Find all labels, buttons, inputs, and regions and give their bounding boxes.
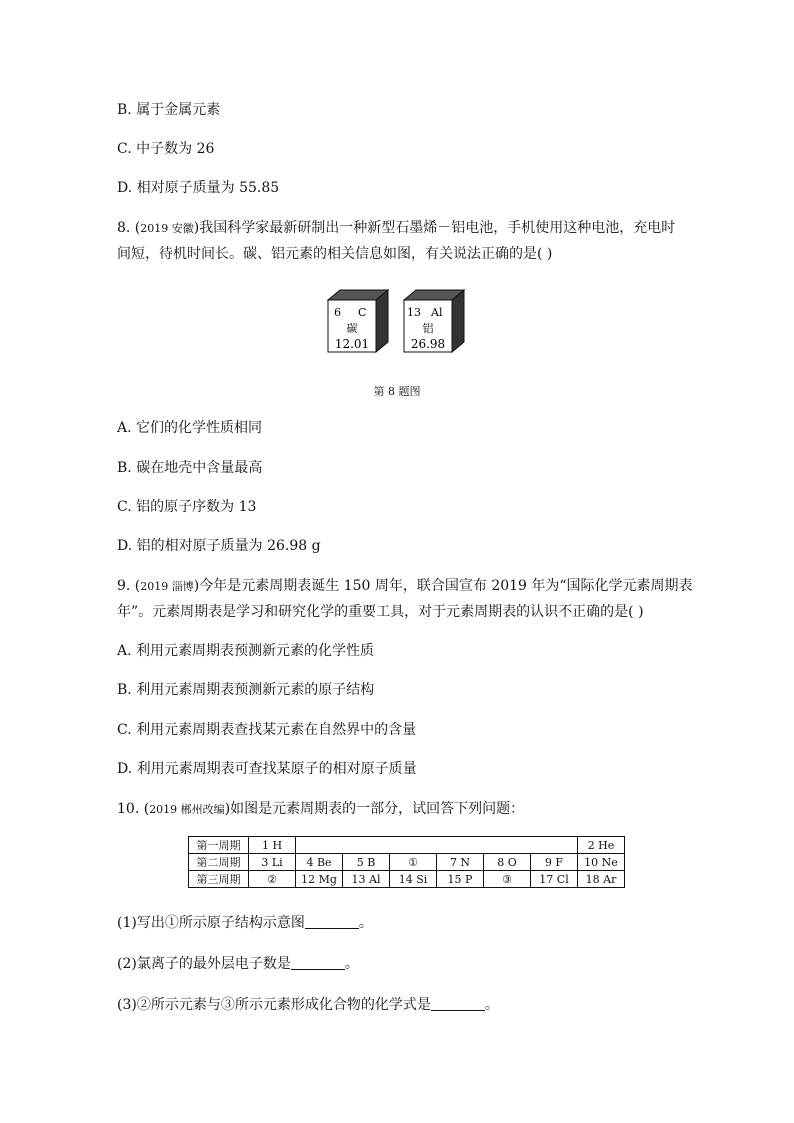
- answer-blank-2[interactable]: [291, 955, 345, 970]
- q7-option-d: D. 相对原子质量为 55.85: [117, 180, 280, 196]
- q8-stem-line2: 间短，待机时间长。碳、铝元素的相关信息如图，有关说法正确的是( ): [117, 246, 553, 262]
- aluminum-name: 铝: [422, 322, 434, 335]
- q10-number: 10. (: [117, 801, 150, 817]
- carbon-number: 6: [334, 306, 341, 319]
- cell-f: 9 F: [531, 854, 578, 871]
- cell-li: 3 Li: [249, 854, 296, 871]
- q8-option-d: D. 铝的相对原子质量为 26.98 g: [117, 538, 321, 554]
- q9-source: 2019 淄博: [140, 580, 194, 593]
- table-row-period-2: [189, 854, 625, 871]
- cell-n: 7 N: [437, 854, 484, 871]
- cell-ne: 10 Ne: [578, 854, 625, 871]
- cell-o: 8 O: [484, 854, 531, 871]
- q8-option-b: B. 碳在地壳中含量最高: [117, 460, 263, 476]
- cell-al: 13 Al: [343, 871, 390, 888]
- q10-sub2: [117, 954, 359, 974]
- q9-number: 9. (: [117, 578, 141, 594]
- cell-h: 1 H: [249, 837, 296, 854]
- aluminum-symbol: Al: [431, 306, 443, 319]
- q10-source: 2019 郴州改编: [149, 803, 225, 816]
- cell-marker-1: ①: [390, 854, 437, 871]
- period-1-label: 第一周期: [189, 837, 249, 854]
- carbon-cube: [328, 290, 388, 352]
- cell-cl: 17 Cl: [531, 871, 578, 888]
- q10-sub2-period: 。: [344, 956, 359, 972]
- period-2-label: 第二周期: [189, 854, 249, 871]
- period-3-label: 第三周期: [189, 871, 249, 888]
- q10-text: )如图是元素周期表的一部分，试回答下列问题：: [224, 801, 525, 817]
- cell-marker-2: ②: [249, 871, 296, 888]
- periodic-table-fragment: [188, 836, 625, 888]
- q10-stem: [117, 799, 524, 820]
- q9-stem-line1: [117, 576, 693, 597]
- answer-blank-3[interactable]: [431, 996, 485, 1011]
- carbon-name: 碳: [346, 322, 358, 335]
- q9-option-b: B. 利用元素周期表预测新元素的原子结构: [117, 682, 375, 698]
- q10-sub1: [117, 913, 373, 933]
- q10-sub3-text: (3)②所示元素与③所示元素形成化合物的化学式是: [117, 997, 431, 1013]
- cell-be: 4 Be: [296, 854, 343, 871]
- q8-source: 2019 安徽: [140, 222, 194, 235]
- cell-ar: 18 Ar: [578, 871, 625, 888]
- q9-stem-line2: 年”。元素周期表是学习和研究化学的重要工具，对于元素周期表的认识不正确的是( ): [117, 604, 644, 620]
- q8-option-c: C. 铝的原子序数为 13: [117, 499, 257, 515]
- table-row-period-3: [189, 871, 625, 888]
- table-row-period-1: [189, 837, 625, 854]
- q9-text-1: )今年是元素周期表诞生 150 周年，联合国宣布 2019 年为“国际化学元素周期表: [193, 578, 693, 594]
- q7-option-c: C. 中子数为 26: [117, 141, 215, 157]
- q8-stem-line1: [117, 218, 675, 239]
- q9-option-c: C. 利用元素周期表查找某元素在自然界中的含量: [117, 722, 417, 738]
- row1-empty-gap: [296, 837, 578, 854]
- aluminum-cube: [404, 290, 464, 352]
- cell-b: 5 B: [343, 854, 390, 871]
- q8-text-1: )我国科学家最新研制出一种新型石墨烯－铝电池，手机使用这种电池，充电时: [193, 220, 676, 236]
- q10-sub3-period: 。: [484, 997, 499, 1013]
- cell-mg: 12 Mg: [296, 871, 343, 888]
- cell-he: 2 He: [578, 837, 625, 854]
- cell-si: 14 Si: [390, 871, 437, 888]
- carbon-mass: 12.01: [334, 337, 370, 351]
- q10-sub3: [117, 995, 499, 1015]
- q10-sub1-text: (1)写出①所示原子结构示意图: [117, 915, 305, 931]
- cell-marker-3: ③: [484, 871, 531, 888]
- q9-option-d: D. 利用元素周期表可查找某原子的相对原子质量: [117, 761, 417, 777]
- aluminum-number: 13: [407, 306, 421, 319]
- element-cubes-figure: [326, 288, 471, 356]
- q7-option-b: B. 属于金属元素: [117, 102, 221, 118]
- aluminum-mass: 26.98: [410, 337, 446, 351]
- q8-figure-caption: 第 8 题图: [373, 385, 421, 398]
- q9-option-a: A. 利用元素周期表预测新元素的化学性质: [117, 643, 375, 659]
- q10-sub2-text: (2)氯离子的最外层电子数是: [117, 956, 291, 972]
- answer-blank-1[interactable]: [305, 914, 359, 929]
- q10-sub1-period: 。: [358, 915, 373, 931]
- q8-number: 8. (: [117, 220, 141, 236]
- cell-p: 15 P: [437, 871, 484, 888]
- carbon-symbol: C: [358, 306, 367, 319]
- q8-option-a: A. 它们的化学性质相同: [117, 420, 263, 436]
